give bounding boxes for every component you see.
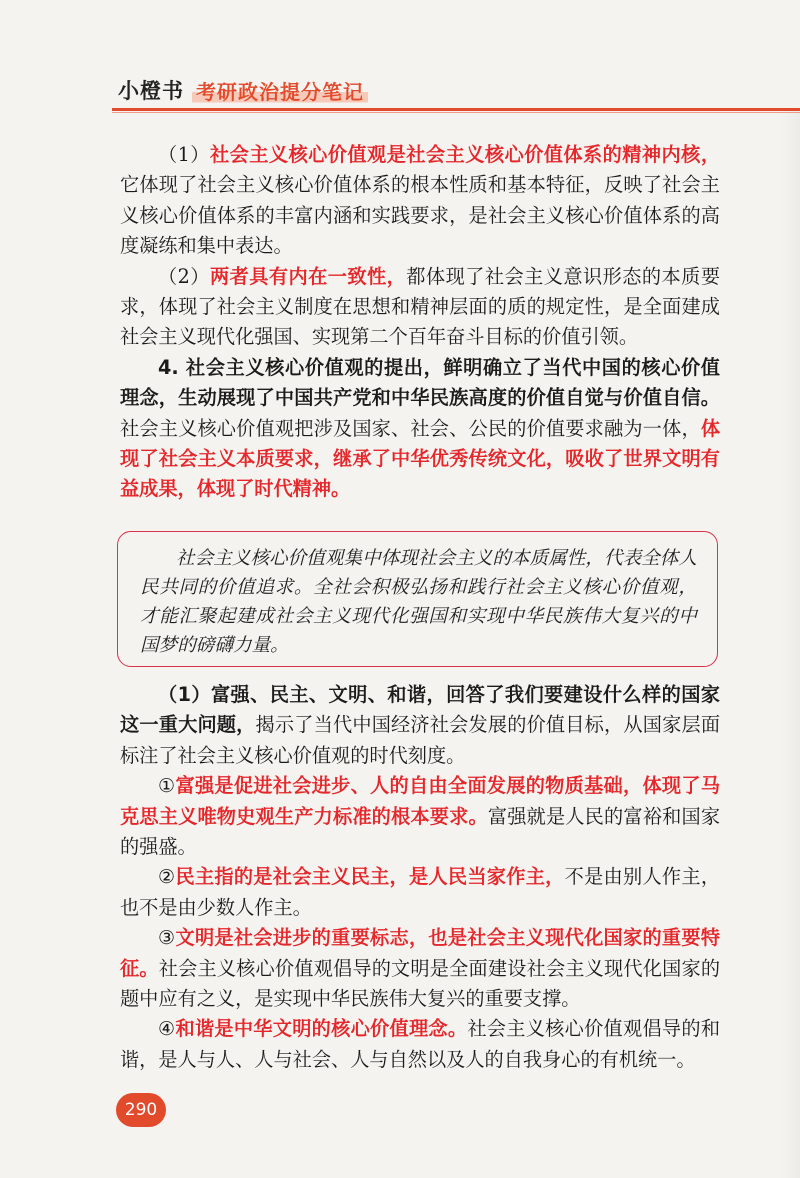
- highlight-text: 民主指的是社会主义民主，是人民当家作主，: [175, 865, 565, 889]
- highlight-text: 富强是促进社会进步、人的自由全面发展的物质基础，体现了马克思主义唯物史观生产力标准的根本要求。: [120, 774, 721, 828]
- highlight-text: 和谐是中华文明的核心价值理念。: [175, 1017, 468, 1041]
- point-4: [120, 353, 720, 505]
- paragraph-text: 都体现了社会主义意识形态的本质要求，体现了社会主义制度在思想和精神层面的质的规定性，是全面建成社会主义现代化强国、实现第二个百年奋斗目标的价值引领。: [120, 264, 721, 349]
- highlight-text: 两者具有内在一致性，: [209, 264, 407, 288]
- brand-title: 小橙书: [118, 79, 184, 103]
- item-marker: ④: [158, 1017, 176, 1041]
- paragraph-text: 它体现了社会主义核心价值体系的根本性质和基本特征，反映了社会主义核心价值体系的丰富内涵和实践要求，是社会主义核心价值体系的高度凝练和集中表达。: [120, 173, 720, 258]
- item-marker: ①: [158, 774, 176, 798]
- paragraph-lead: （1）: [158, 143, 210, 166]
- main-text-top: [120, 140, 720, 505]
- page-number-badge: 290: [116, 1093, 166, 1127]
- main-text-bottom: [120, 680, 720, 1075]
- paragraph-text: 社会主义核心价值观把涉及国家、社会、公民的价值要求融为一体，: [120, 416, 701, 440]
- section-1: [120, 680, 720, 771]
- paragraph-text: 不是由别人作主，也不是由少数人作主。: [120, 865, 721, 919]
- list-item-1: [120, 771, 720, 862]
- list-item-4: [120, 1014, 720, 1075]
- highlight-text: 社会主义核心价值观是社会主义核心价值体系的精神内核，: [209, 143, 720, 166]
- paragraph-2: [120, 262, 720, 353]
- page-header: [118, 70, 368, 110]
- list-item-2: [120, 862, 720, 923]
- paragraph-text: 社会主义核心价值观倡导的文明是全面建设社会主义现代化国家的题中应有之义，是实现中华民族伟大复兴的重要支撑。: [120, 956, 721, 1011]
- paragraph-text: 富强就是人民的富裕和国家的强盛。: [120, 804, 721, 859]
- paragraph-1: [120, 140, 720, 262]
- highlight-text: 文明是社会进步的重要标志，也是社会主义现代化国家的重要特征。: [120, 926, 721, 980]
- note-text: 社会主义核心价值观集中体现社会主义的本质属性，代表全体人民共同的价值追求。全社会积极弘扬和践行社会主义核心价值观，才能汇聚起建成社会主义现代化强国和实现中华民族伟大复兴的中国梦的磅礴力量。: [140, 548, 697, 656]
- paragraph-lead: （2）: [158, 264, 210, 288]
- page-edge-shadow: [780, 110, 800, 1178]
- item-marker: ③: [158, 926, 176, 950]
- bold-heading-text: （1）富强、民主、文明、和谐，回答了我们要建设什么样的国家这一重大问题，: [120, 683, 720, 737]
- note-box: [117, 531, 718, 667]
- bold-heading-text: 4. 社会主义核心价值观的提出，鲜明确立了当代中国的核心价值理念，生动展现了中国共产党和中华民族高度的价值自觉与价值自信。: [120, 355, 720, 410]
- list-item-3: [120, 923, 720, 1014]
- item-marker: ②: [158, 865, 176, 889]
- paragraph-text: 揭示了当代中国经济社会发展的价值目标，从国家层面标注了社会主义核心价值观的时代刻度。: [120, 713, 721, 767]
- book-subtitle: 考研政治提分笔记: [192, 76, 368, 105]
- header-rule: [112, 108, 800, 111]
- paragraph-text: 社会主义核心价值观倡导的和谐，是人与人、人与社会、人与自然以及人的自我身心的有机统一。: [120, 1017, 721, 1071]
- highlight-text: 体现了社会主义本质要求，继承了中华优秀传统文化，吸收了世界文明有益成果，体现了时代精神。: [120, 416, 720, 501]
- header-rule-thin: [112, 112, 800, 113]
